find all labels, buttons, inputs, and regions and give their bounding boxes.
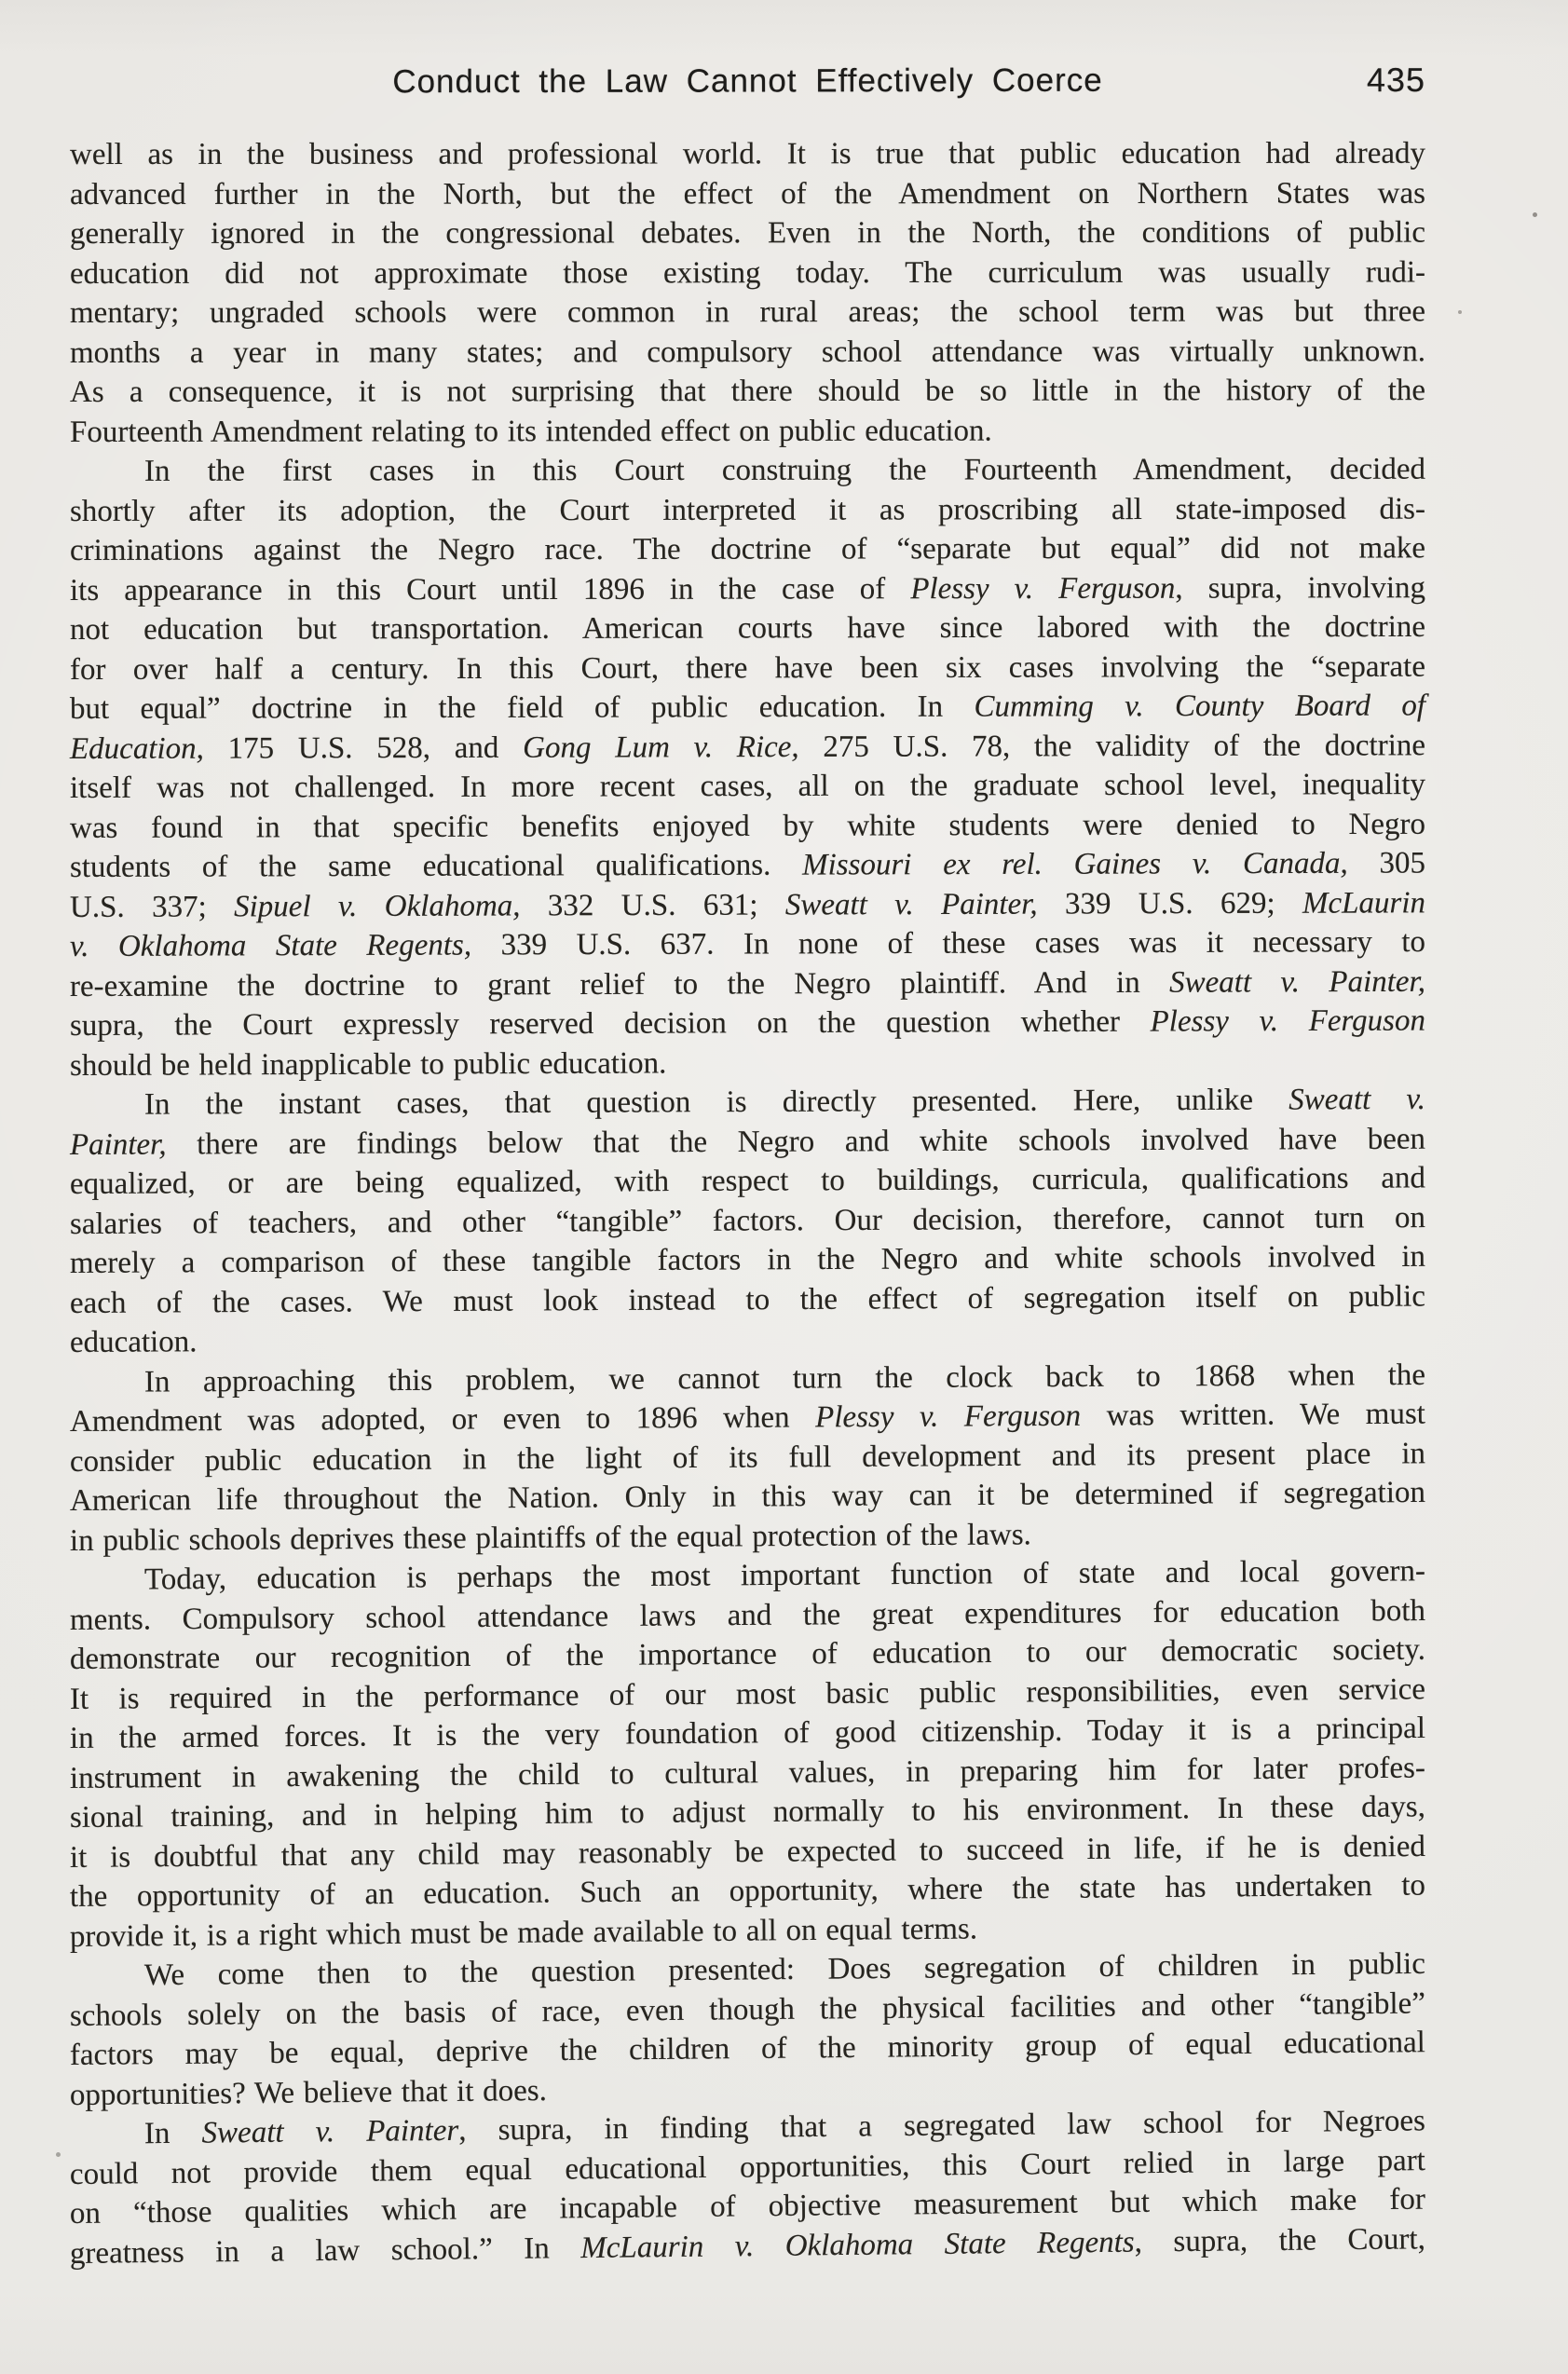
text-run: Amendment was adopted, or even to 1896 when	[69, 1400, 816, 1439]
text-run: the opportunity of an education. Such an opportunity, where the state has undertaken to	[69, 1868, 1426, 1914]
text-run: provide it, is a right which must be made available to all on equal terms.	[69, 1911, 978, 1954]
paragraph	[70, 135, 1425, 452]
text-run: schools solely on the basis of race, even though the physical facilities and other “tangible”	[69, 1985, 1426, 2033]
case-citation: McLaurin	[1302, 885, 1426, 921]
text-run: well as in the business and professional world. It is true that public education had already	[69, 136, 1426, 171]
case-citation: Education,	[69, 731, 204, 766]
text-line	[70, 726, 1425, 769]
text-line	[70, 410, 1425, 452]
case-citation: Plessy v. Ferguson	[1150, 1003, 1426, 1039]
text-run: could not provide them equal educational opportunities, this Court relied in large part	[69, 2143, 1426, 2191]
case-citation: Missouri ex rel. Gaines v. Canada,	[802, 846, 1348, 882]
scan-speck	[1458, 310, 1462, 314]
running-head	[70, 60, 1425, 103]
text-run: American life throughout the Nation. Only in this way can it be determined if segregation	[69, 1475, 1426, 1518]
text-run: 339 U.S. 629;	[1037, 886, 1303, 921]
text-run: consider public education in the light of its full development and its present place in	[69, 1436, 1426, 1479]
text-run: in public schools deprives these plaintiffs of the equal protection of the laws.	[69, 1517, 1031, 1558]
text-run: salaries of teachers, and other “tangible” factors. Our decision, therefore, cannot turn on	[69, 1200, 1426, 1241]
text-line	[70, 489, 1425, 531]
case-citation: Gong Lum v. Rice,	[523, 730, 799, 765]
text-line	[70, 134, 1425, 175]
text-line	[70, 804, 1425, 848]
case-citation: Plessy v. Ferguson	[814, 1398, 1082, 1435]
text-line	[70, 173, 1425, 214]
text-run: was found in that specific benefits enjoyed by white students were denied to Negro	[69, 807, 1426, 845]
text-line	[70, 371, 1425, 412]
text-line	[70, 962, 1425, 1006]
text-line	[70, 252, 1425, 293]
text-run: , supra, the Court,	[1134, 2221, 1426, 2259]
text-run: We come then to the question presented: Does segregation of children in public	[143, 1946, 1426, 1993]
text-line	[70, 883, 1425, 927]
text-line	[70, 1002, 1425, 1046]
text-run: instrument in awakening the child to cultural values, in preparing him for later profes-	[69, 1751, 1426, 1795]
paragraph	[69, 1946, 1426, 2115]
text-run: demonstrate our recognition of the importance of education to our democratic society.	[69, 1632, 1426, 1676]
text-run: each of the cases. We must look instead to the effect of segregation itself on public	[69, 1279, 1426, 1320]
text-run: education did not approximate those existing today. The curriculum was usually rudi-	[69, 254, 1426, 291]
text-run: there are findings below that the Negro and white schools involved have been	[166, 1122, 1426, 1162]
text-line	[70, 1119, 1425, 1165]
text-run: not education but transportation. American courts have since labored with the doctrine	[69, 609, 1426, 647]
text-line	[70, 1158, 1425, 1204]
text-run: advanced further in the North, but the effect of the Amendment on Northern States was	[69, 176, 1426, 211]
text-line	[70, 686, 1425, 729]
text-run: In	[143, 2116, 202, 2151]
text-run: 175 U.S. 528, and	[203, 730, 524, 766]
text-run: was written. We must	[1081, 1397, 1426, 1433]
text-run: As a consequence, it is not surprising that there should be so little in the history of the	[69, 374, 1426, 409]
paragraph	[69, 1554, 1426, 1957]
text-run: should be held inapplicable to public education.	[69, 1045, 667, 1083]
running-head-title: Conduct the Law Cannot Effectively Coerce	[392, 61, 1103, 101]
text-run: In the first cases in this Court construing the Fourteenth Amendment, decided	[143, 452, 1426, 488]
text-line	[70, 450, 1425, 492]
case-citation: Sipuel v. Oklahoma,	[234, 888, 521, 923]
text-run: it is doubtful that any child may reasonably be expected to succeed in life, if he is denied	[69, 1829, 1426, 1875]
text-line	[70, 1080, 1425, 1126]
text-run: It is required in the performance of our most basic public responsibilities, even service	[69, 1671, 1426, 1716]
paragraph	[69, 1082, 1426, 1363]
text-line	[70, 332, 1425, 373]
text-run: U.S. 337;	[69, 889, 235, 924]
paragraph	[70, 452, 1425, 1085]
text-run: , supra, in finding that a segregated law school for Negroes	[458, 2104, 1426, 2148]
text-run: 305	[1347, 846, 1426, 880]
text-run: opportunities? We believe that it does.	[69, 2073, 548, 2112]
text-line	[70, 844, 1425, 888]
text-run: its appearance in this Court until 1896 in the case of	[69, 571, 911, 607]
text-run: In the instant cases, that question is directly presented. Here, unlike	[143, 1083, 1289, 1122]
text-run: in the armed forces. It is the very foundation of good citizenship. Today it is a principal	[69, 1711, 1426, 1755]
text-line	[70, 568, 1425, 610]
text-run: 339 U.S. 637. In none of these cases was it necessary to	[471, 925, 1426, 962]
text-run: but equal” doctrine in the field of public education. In	[69, 689, 975, 726]
text-line	[70, 528, 1425, 570]
case-citation: Plessy v. Ferguson	[910, 571, 1176, 606]
text-line	[70, 765, 1425, 808]
case-citation: Sweatt v.	[1288, 1082, 1426, 1117]
text-line	[70, 1316, 1425, 1362]
text-run: months a year in many states; and compulsory school attendance was virtually unknown.	[69, 334, 1426, 370]
text-run: for over half a century. In this Court, there have been six cases involving the “separate	[69, 649, 1426, 687]
text-run: education.	[69, 1325, 198, 1359]
text-run: Today, education is perhaps the most important function of state and local govern-	[143, 1554, 1426, 1597]
case-citation: Painter,	[69, 1127, 167, 1162]
scan-speck	[56, 2152, 61, 2157]
text-run: shortly after its adoption, the Court interpreted it as proscribing all state-imposed dis-	[69, 492, 1426, 528]
case-citation: Cumming v. County Board of	[974, 689, 1426, 724]
text-run: 332 U.S. 631;	[520, 888, 785, 922]
text-run: , supra, involving	[1175, 570, 1426, 606]
text-line	[70, 1041, 1425, 1085]
case-citation: Sweatt v. Painter,	[784, 887, 1038, 922]
text-run: re-examine the doctrine to grant relief to the Negro plaintiff. And in	[69, 965, 1170, 1003]
text-run: Fourteenth Amendment relating to its intended effect on public education.	[69, 414, 992, 449]
text-line	[70, 213, 1425, 254]
text-run: sional training, and in helping him to adjust normally to his environment. In these days,	[69, 1790, 1426, 1835]
text-run: on “those qualities which are incapable of objective measurement but which make for	[69, 2182, 1426, 2231]
text-line	[70, 1237, 1425, 1284]
scan-speck	[1533, 212, 1537, 217]
text-run: mentary; ungraded schools were common in rural areas; the school term was but three	[69, 294, 1426, 330]
text-line	[70, 292, 1425, 333]
text-run: generally ignored in the congressional debates. Even in the North, the conditions of public	[69, 215, 1426, 251]
text-run: criminations against the Negro race. The doctrine of “separate but equal” did not make	[69, 531, 1426, 567]
page-content	[69, 60, 1426, 2271]
text-run: itself was not challenged. In more recent cases, all on the graduate school level, inequality	[69, 768, 1426, 805]
text-run: merely a comparison of these tangible factors in the Negro and white schools involved in	[69, 1239, 1426, 1280]
paragraph	[69, 1358, 1426, 1562]
body-text	[70, 135, 1425, 2273]
text-run: factors may be equal, deprive the children of the minority group of equal educational	[69, 2026, 1426, 2072]
text-line	[70, 607, 1425, 650]
case-citation: v. Oklahoma State Regents,	[69, 928, 472, 963]
text-run: students of the same educational qualifications.	[69, 848, 803, 884]
text-line	[70, 922, 1425, 966]
text-run: In approaching this problem, we cannot turn the clock back to 1868 when the	[143, 1358, 1426, 1399]
text-line	[70, 647, 1425, 689]
case-citation: Sweatt v. Painter,	[1169, 964, 1426, 1000]
case-citation: Sweatt v. Painter	[201, 2113, 459, 2150]
text-run: supra, the Court expressly reserved decision on the question whether	[69, 1004, 1151, 1043]
text-run: 275 U.S. 78, the validity of the doctrine	[798, 728, 1426, 764]
text-line	[70, 1198, 1425, 1244]
text-run: greatness in a law school.” In	[69, 2231, 581, 2271]
page-number: 435	[1366, 60, 1426, 100]
text-run: equalized, or are being equalized, with respect to buildings, curricula, qualifications and	[69, 1161, 1426, 1201]
text-run: ments. Compulsory school attendance laws and the great expenditures for education both	[69, 1593, 1426, 1637]
case-citation: McLaurin v. Oklahoma State Regents	[580, 2225, 1135, 2265]
paragraph	[69, 2104, 1426, 2273]
